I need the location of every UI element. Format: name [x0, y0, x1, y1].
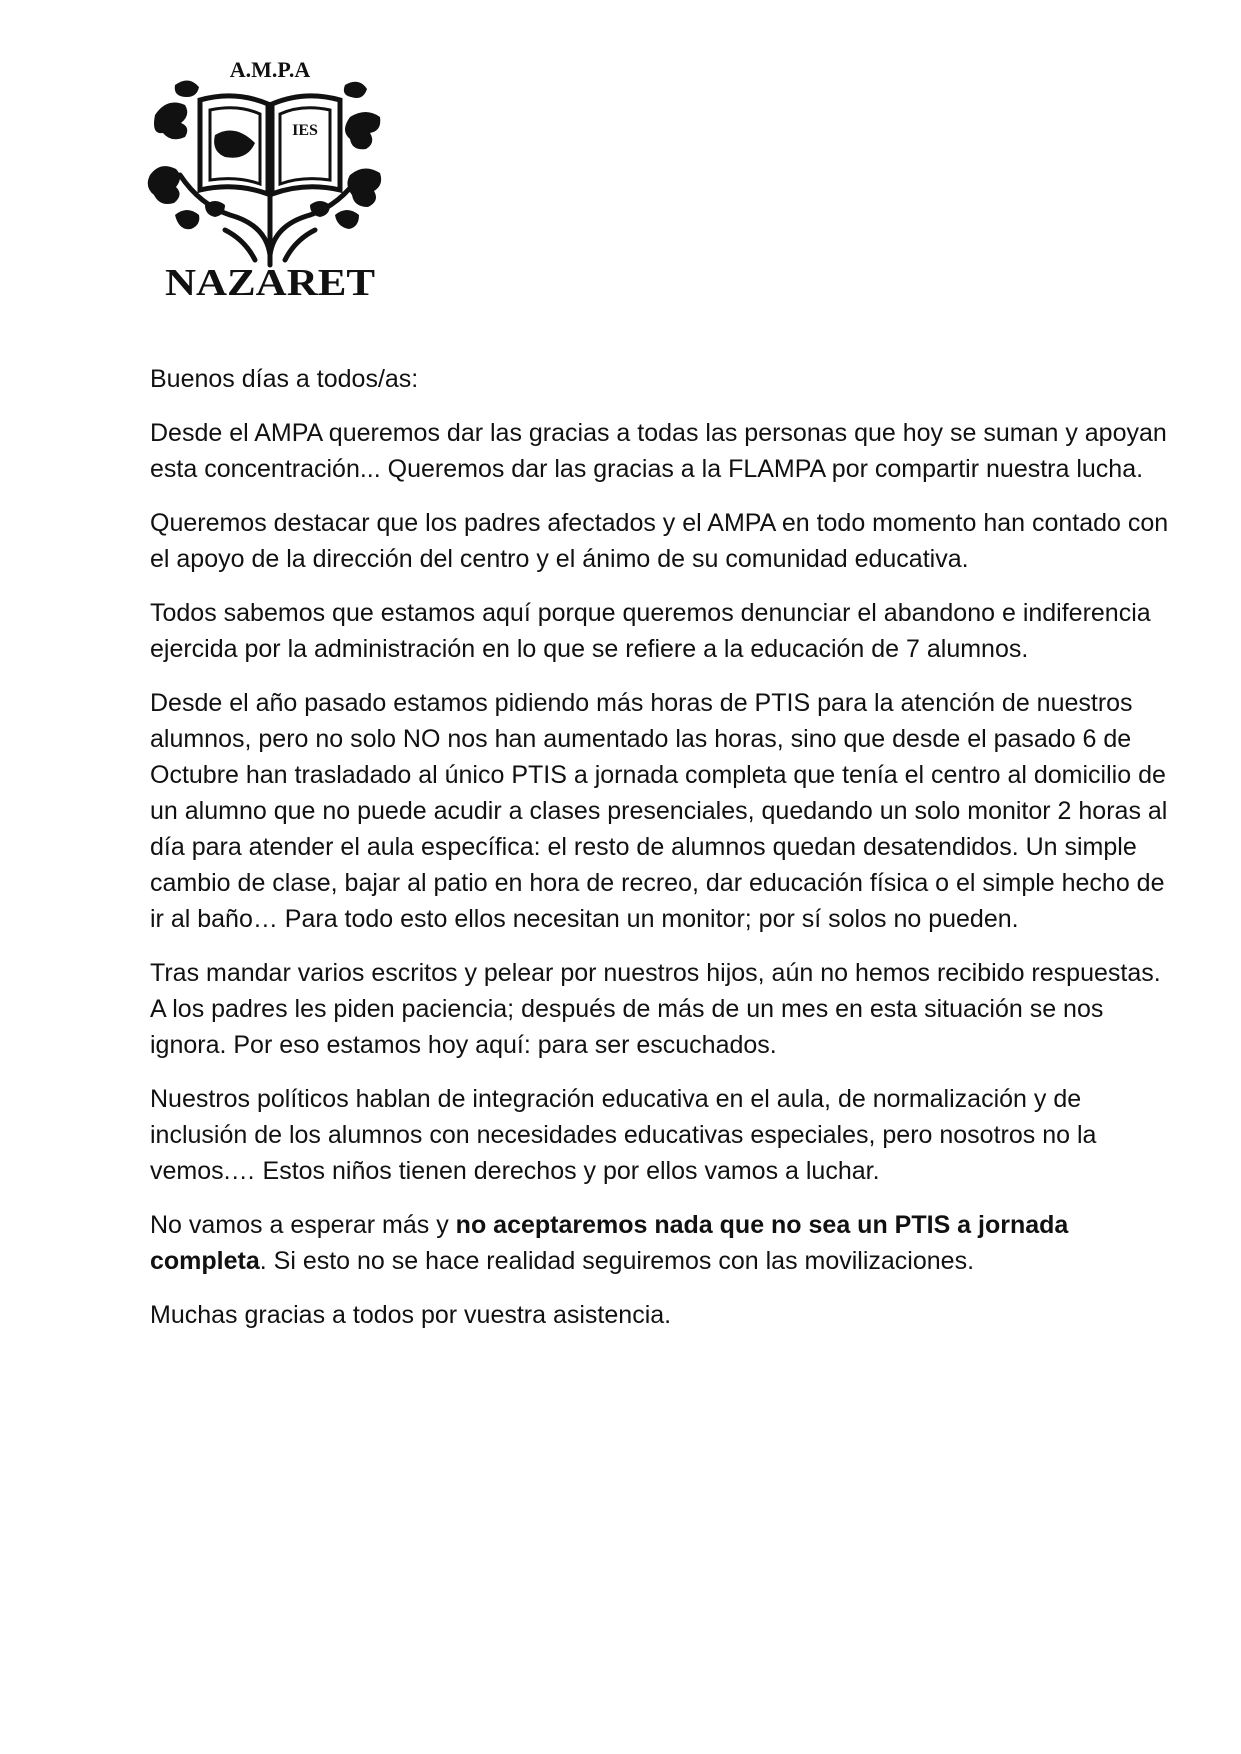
logo-book-text: IES: [292, 122, 318, 139]
letter-paragraph-6: Nuestros políticos hablan de integración educativa en el aula, de normalización y de inclusión de los alumnos con necesidades educativas especiales, pero nosotros no la vemos.… Estos niños tienen derechos y por ellos vamos a luchar.: [150, 1085, 1097, 1185]
paragraph-7-start: No vamos a esperar más y: [150, 1211, 456, 1239]
logo-top-text: A.M.P.A: [229, 57, 311, 82]
letter-greeting: Buenos días a todos/as:: [150, 365, 419, 393]
letter-paragraph-3: Todos sabemos que estamos aquí porque queremos denunciar el abandono e indiferencia ejercida por la administración en lo que se refiere a la educación de 7 alumnos.: [150, 599, 1151, 663]
letter-closing: Muchas gracias a todos por vuestra asistencia.: [150, 1301, 672, 1329]
ampa-logo: [145, 55, 395, 305]
letter-paragraph-2: Queremos destacar que los padres afectados y el AMPA en todo momento han contado con el apoyo de la dirección del centro y el ánimo de su comunidad educativa.: [150, 509, 1169, 573]
paragraph-7-end: . Si esto no se hace realidad seguiremos con las movilizaciones.: [259, 1247, 975, 1275]
letter-paragraph-1: Desde el AMPA queremos dar las gracias a todas las personas que hoy se suman y apoyan esta concentración... Queremos dar las gracias a la FLAMPA por compartir nuestra lucha.: [150, 419, 1167, 483]
paragraph-7-bold: no aceptaremos nada que no sea un PTIS a jornada completa: [150, 1211, 1069, 1275]
letter-body: [150, 361, 1180, 1351]
letter-paragraph-4: Desde el año pasado estamos pidiendo más horas de PTIS para la atención de nuestros alumnos, pero no solo NO nos han aumentado las horas, sino que desde el pasado 6 de Octubre han trasladado al único PTIS a jornada completa que tenía el centro al domicilio de un alumno que no puede acudir a clases presenciales, quedando un solo monitor 2 horas al día para atender el aula específica: el resto de alumnos quedan desatendidos. Un simple cambio de clase, bajar al patio en hora de recreo, dar educación física o el simple hecho de ir al baño… Para todo esto ellos necesitan un monitor; por sí solos no pueden.: [150, 689, 1168, 933]
letter-paragraph-7: [150, 1207, 1180, 1279]
letter-paragraph-5: Tras mandar varios escritos y pelear por nuestros hijos, aún no hemos recibido respuestas. A los padres les piden paciencia; después de más de un mes en esta situación se nos ignora. Por eso estamos hoy aquí: para ser escuchados.: [150, 959, 1161, 1059]
ampa-logo-graphic: [145, 55, 395, 305]
logo-bottom-text: NAZARET: [165, 262, 375, 304]
